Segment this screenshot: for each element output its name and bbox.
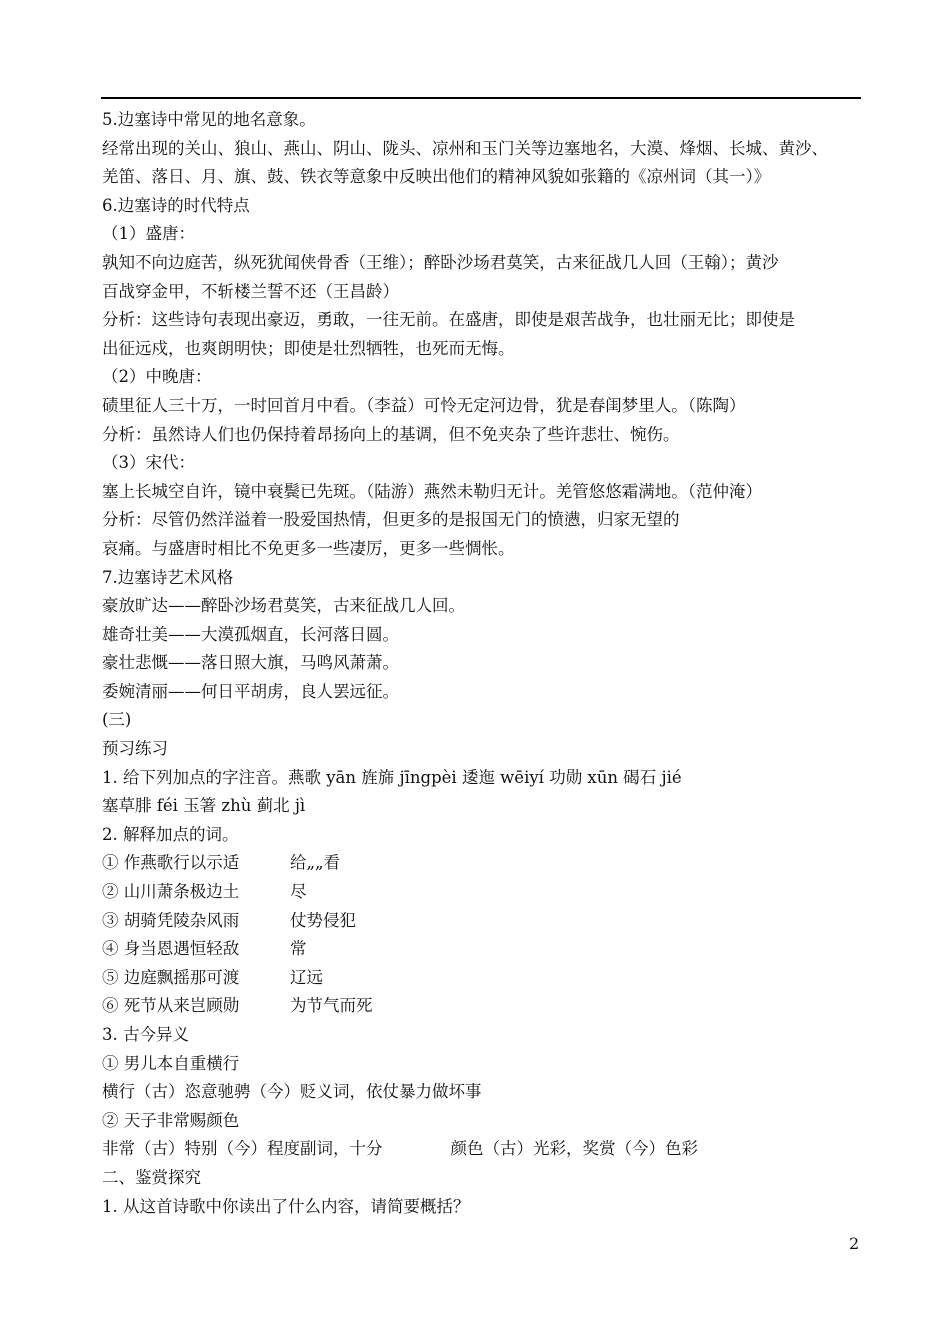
text-line: 预习练习 xyxy=(102,739,168,759)
text-line: 2. 解释加点的词。 xyxy=(102,824,239,844)
page-number: 2 xyxy=(849,1234,860,1253)
text-segment: 非常（古）特别（今）程度副词，十分 xyxy=(102,1139,383,1159)
text-line: 塞上长城空自许，镜中衰鬓已先斑。（陆游）燕然未勒归无计。羌管悠悠霜满地。（范仲淹） xyxy=(102,481,762,501)
text-segment: 颜色（古）光彩，奖赏（今）色彩 xyxy=(450,1139,698,1159)
definition-meaning: 为节气而死 xyxy=(290,996,373,1016)
text-line: 横行（古）恣意驰骋（今）贬义词，依仗暴力做坏事 xyxy=(102,1082,482,1102)
definition-meaning: 常 xyxy=(290,939,307,959)
text-line: 分析：虽然诗人们也仍保持着昂扬向上的基调，但不免夹杂了些许悲壮、惋伤。 xyxy=(102,424,680,444)
text-line: （2）中晚唐： xyxy=(102,367,212,387)
text-line: 哀痛。与盛唐时相比不免更多一些凄厉，更多一些惆怅。 xyxy=(102,538,515,558)
text-line: 分析：尽管仍然洋溢着一股爱国热情，但更多的是报国无门的愤懑，归家无望的 xyxy=(102,510,680,530)
text-line: 委婉清丽——何日平胡虏，良人罢远征。 xyxy=(102,681,399,701)
definition-meaning: 给„„看 xyxy=(290,853,341,873)
text-line: 6.边塞诗的时代特点 xyxy=(102,195,250,215)
text-line: （1）盛唐： xyxy=(102,224,195,244)
text-line: 经常出现的关山、狼山、燕山、阴山、陇头、凉州和玉门关等边塞地名，大漠、烽烟、长城、黄沙、 xyxy=(102,138,828,158)
section-heading: 二、鉴赏探究 xyxy=(102,1167,201,1187)
text-line: 碛里征人三十万，一时回首月中看。（李益）可怜无定河边骨，犹是春闺梦里人。（陈陶） xyxy=(102,395,746,415)
definition-row xyxy=(102,878,872,907)
definition-term: ② 山川萧条极边土 xyxy=(102,882,240,902)
definition-meaning: 仗势侵犯 xyxy=(290,910,356,930)
text-line: 塞草腓 féi 玉箸 zhù 蓟北 jì xyxy=(102,796,306,816)
definition-term: ⑤ 边庭飘摇那可渡 xyxy=(102,967,240,987)
text-line: 雄奇壮美——大漠孤烟直，长河落日圆。 xyxy=(102,624,399,644)
question: 1. 从这首诗歌中你读出了什么内容，请简要概括？ xyxy=(102,1196,470,1216)
text-line: 孰知不向边庭苦，纵死犹闻侠骨香（王维）；醉卧沙场君莫笑，古来征战几人回（王翰）；黄沙 xyxy=(102,252,779,272)
text-line xyxy=(102,1135,872,1164)
text-line: 豪放旷达——醉卧沙场君莫笑，古来征战几人回。 xyxy=(102,596,465,616)
text-line: 出征远戍，也爽朗明快；即使是壮烈牺牲，也死而无悔。 xyxy=(102,338,515,358)
definition-meaning: 辽远 xyxy=(290,967,323,987)
text-line: 7.边塞诗艺术风格 xyxy=(102,567,234,587)
text-line: ② 天子非常赐颜色 xyxy=(102,1110,240,1130)
text-line: 5.边塞诗中常见的地名意象。 xyxy=(102,110,316,129)
text-line: 羌笛、落日、月、旗、鼓、铁衣等意象中反映出他们的精神风貌如张籍的《凉州词（其一）》 xyxy=(102,167,771,187)
definition-row xyxy=(102,964,872,993)
text-line: (三) xyxy=(102,710,132,730)
definition-row xyxy=(102,935,872,964)
definition-row xyxy=(102,992,872,1021)
text-line: 分析：这些诗句表现出豪迈，勇敢，一往无前。在盛唐，即使是艰苦战争，也壮丽无比；即使是 xyxy=(102,310,795,330)
definition-term: ③ 胡骑凭陵杂风雨 xyxy=(102,910,240,930)
definition-term: ⑥ 死节从来岂顾勋 xyxy=(102,996,240,1016)
text-line: 豪壮悲慨——落日照大旗，马鸣风萧萧。 xyxy=(102,653,399,673)
text-line: （3）宋代： xyxy=(102,453,195,473)
definition-term: ① 作燕歌行以示适 xyxy=(102,853,240,873)
text-line: 1. 给下列加点的字注音。燕歌 yān 旌旆 jīngpèi 逶迤 wēiyí 功勋 xūn 碣石 jié xyxy=(102,767,682,787)
definition-meaning: 尽 xyxy=(290,882,307,902)
text-line: 3. 古今异义 xyxy=(102,1025,189,1044)
definition-row xyxy=(102,907,872,936)
text-line: ① 男儿本自重横行 xyxy=(102,1053,240,1073)
document-body xyxy=(102,106,872,1221)
header-rule xyxy=(101,97,861,99)
text-line: 百战穿金甲，不斩楼兰誓不还（王昌龄） xyxy=(102,281,399,301)
definition-term: ④ 身当恩遇恒轻敌 xyxy=(102,939,240,959)
definition-row xyxy=(102,849,872,878)
